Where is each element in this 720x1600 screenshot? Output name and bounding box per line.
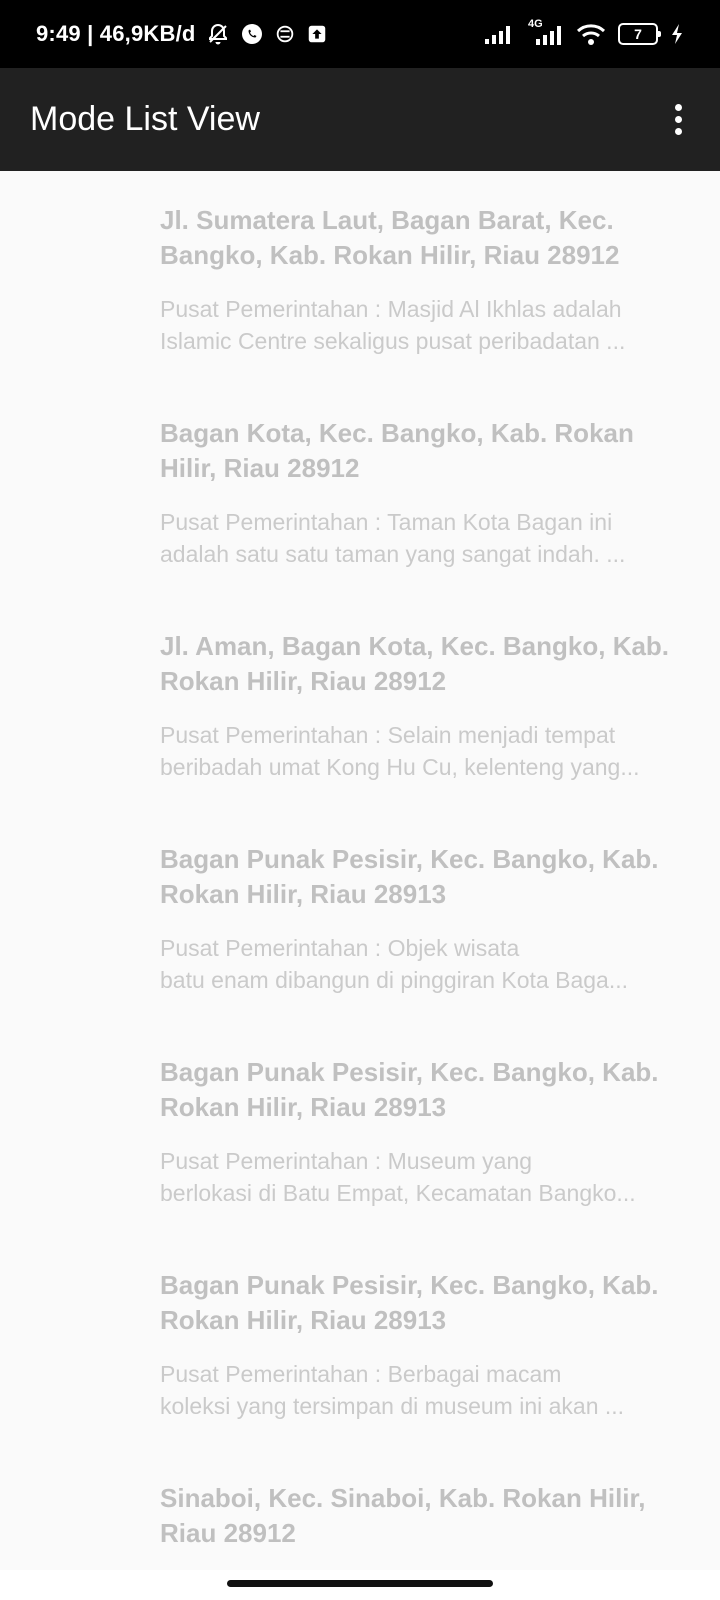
list-item[interactable]	[0, 810, 720, 1023]
status-left	[36, 21, 328, 47]
battery-icon	[618, 23, 658, 45]
notifications-off-icon	[206, 22, 230, 46]
navigation-bar	[0, 1570, 720, 1600]
item-description-line: Pusat Pemerintahan : Taman Kota Bagan ini	[160, 509, 613, 535]
item-description	[160, 1145, 692, 1209]
item-title: Bagan Punak Pesisir, Kec. Bangko, Kab. Rokan Hilir, Riau 28913	[160, 1270, 659, 1335]
charging-icon	[670, 23, 684, 45]
item-description	[160, 1358, 692, 1422]
list-item[interactable]	[0, 171, 720, 384]
item-description-line: koleksi yang tersimpan di museum ini akan ...	[160, 1393, 625, 1419]
item-title: Bagan Kota, Kec. Bangko, Kab. Rokan Hilir, Riau 28912	[160, 418, 634, 483]
list-item[interactable]	[0, 384, 720, 597]
item-description	[160, 932, 692, 996]
app-bar	[0, 68, 720, 171]
item-description	[160, 506, 692, 570]
list-item[interactable]	[0, 597, 720, 810]
item-list[interactable]	[0, 171, 720, 1570]
item-description	[160, 719, 692, 783]
home-indicator[interactable]	[227, 1580, 493, 1587]
item-title: Jl. Aman, Bagan Kota, Kec. Bangko, Kab. Rokan Hilir, Riau 28912	[160, 631, 670, 696]
item-title: Bagan Punak Pesisir, Kec. Bangko, Kab. Rokan Hilir, Riau 28913	[160, 1057, 659, 1122]
item-description-line: Pusat Pemerintahan : Masjid Al Ikhlas adalah	[160, 296, 622, 322]
item-description-line: Pusat Pemerintahan : Selain menjadi tempat	[160, 722, 616, 748]
item-description-line: beribadah umat Kong Hu Cu, kelenteng yang...	[160, 754, 640, 780]
status-time-speed: 9:49 | 46,9KB/d	[36, 21, 196, 46]
network-type-label: 4G	[528, 18, 543, 30]
signal-icon	[484, 23, 516, 45]
item-description-line: batu enam dibangun di pinggiran Kota Baga...	[160, 967, 629, 993]
item-description	[160, 293, 692, 357]
item-description-line: Pusat Pemerintahan : Museum yang	[160, 1148, 533, 1174]
item-title: Sinaboi, Kec. Sinaboi, Kab. Rokan Hilir, Riau 28912	[160, 1483, 646, 1548]
item-description-line: berlokasi di Batu Empat, Kecamatan Bangko...	[160, 1180, 636, 1206]
status-right	[484, 18, 684, 47]
item-description-line: Islamic Centre sekaligus pusat peribadatan ...	[160, 328, 626, 354]
wifi-icon	[576, 22, 606, 46]
list-item[interactable]	[0, 1236, 720, 1449]
item-title: Bagan Punak Pesisir, Kec. Bangko, Kab. Rokan Hilir, Riau 28913	[160, 844, 659, 909]
list-item[interactable]	[0, 1449, 720, 1570]
status-bar	[0, 0, 720, 68]
whatsapp-icon	[240, 22, 264, 46]
sync-icon	[274, 23, 296, 45]
more-vert-icon[interactable]	[667, 96, 690, 143]
item-title: Jl. Sumatera Laut, Bagan Barat, Kec. Bangko, Kab. Rokan Hilir, Riau 28912	[160, 205, 620, 270]
item-description-line: Pusat Pemerintahan : Berbagai macam	[160, 1361, 562, 1387]
app-title: Mode List View	[30, 100, 260, 138]
list-item[interactable]	[0, 1023, 720, 1236]
battery-level: 7	[634, 26, 642, 42]
item-description-line: adalah satu satu taman yang sangat indah. ...	[160, 541, 626, 567]
upload-icon	[306, 23, 328, 45]
signal-4g-icon	[528, 18, 564, 47]
item-description-line: Pusat Pemerintahan : Objek wisata	[160, 935, 520, 961]
